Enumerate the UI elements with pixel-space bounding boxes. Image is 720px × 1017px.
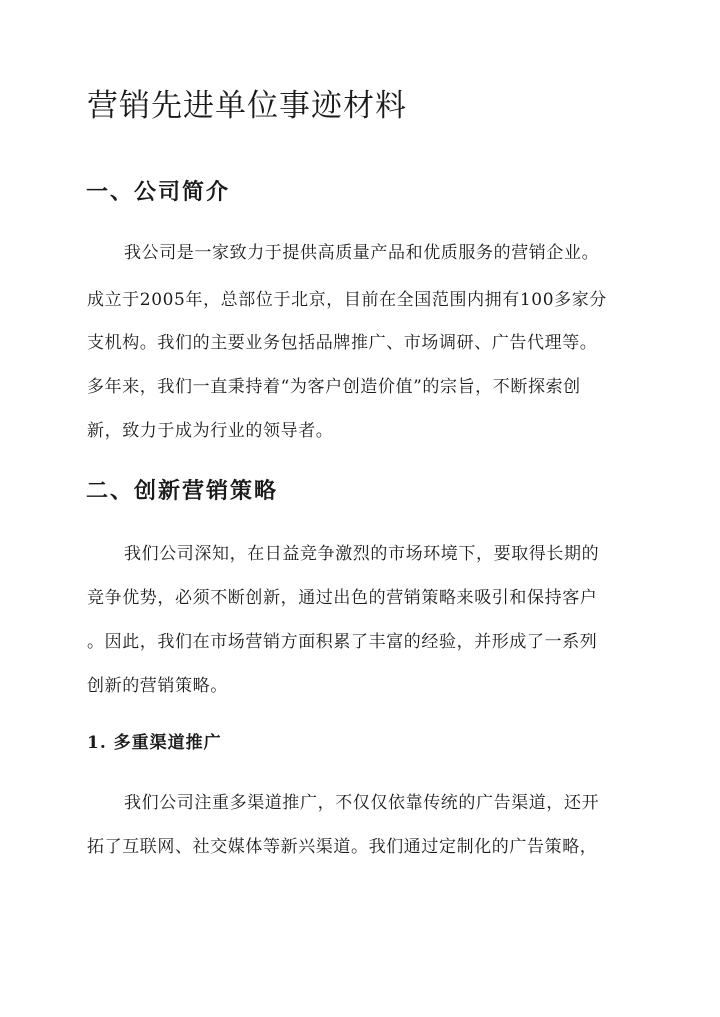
paragraph-line: 拓了互联网、社交媒体等新兴渠道。我们通过定制化的广告策略，	[87, 837, 598, 857]
paragraph-line: 我们公司注重多渠道推广，不仅仅依靠传统的广告渠道，还开	[124, 793, 600, 813]
paragraph-line: 新，致力于成为行业的领导者。	[87, 421, 334, 441]
paragraph-line: 我公司是一家致力于提供高质量产品和优质服务的营销企业。	[124, 243, 600, 263]
section-heading-company-intro: 一、公司简介	[86, 179, 231, 205]
paragraph-line: 创新的营销策略。	[87, 676, 228, 696]
subsection-heading-multichannel: 1. 多重渠道推广	[87, 733, 222, 753]
paragraph-line: 我们公司深知，在日益竞争激烈的市场环境下，要取得长期的	[124, 544, 600, 564]
paragraph-line: 成立于2005年，总部位于北京，目前在全国范围内拥有100多家分	[87, 290, 607, 310]
section-heading-innovative-marketing: 二、创新营销策略	[86, 478, 279, 504]
paragraph-line: 支机构。我们的主要业务包括品牌推广、市场调研、广告代理等。	[87, 333, 598, 353]
paragraph-line: 。因此，我们在市场营销方面积累了丰富的经验，并形成了一系列	[87, 632, 598, 652]
paragraph-line: 多年来，我们一直秉持着“为客户创造价值”的宗旨，不断探索创	[87, 377, 581, 397]
document-title: 营销先进单位事迹材料	[87, 88, 407, 124]
paragraph-line: 竞争优势，必须不断创新，通过出色的营销策略来吸引和保持客户	[87, 588, 598, 608]
